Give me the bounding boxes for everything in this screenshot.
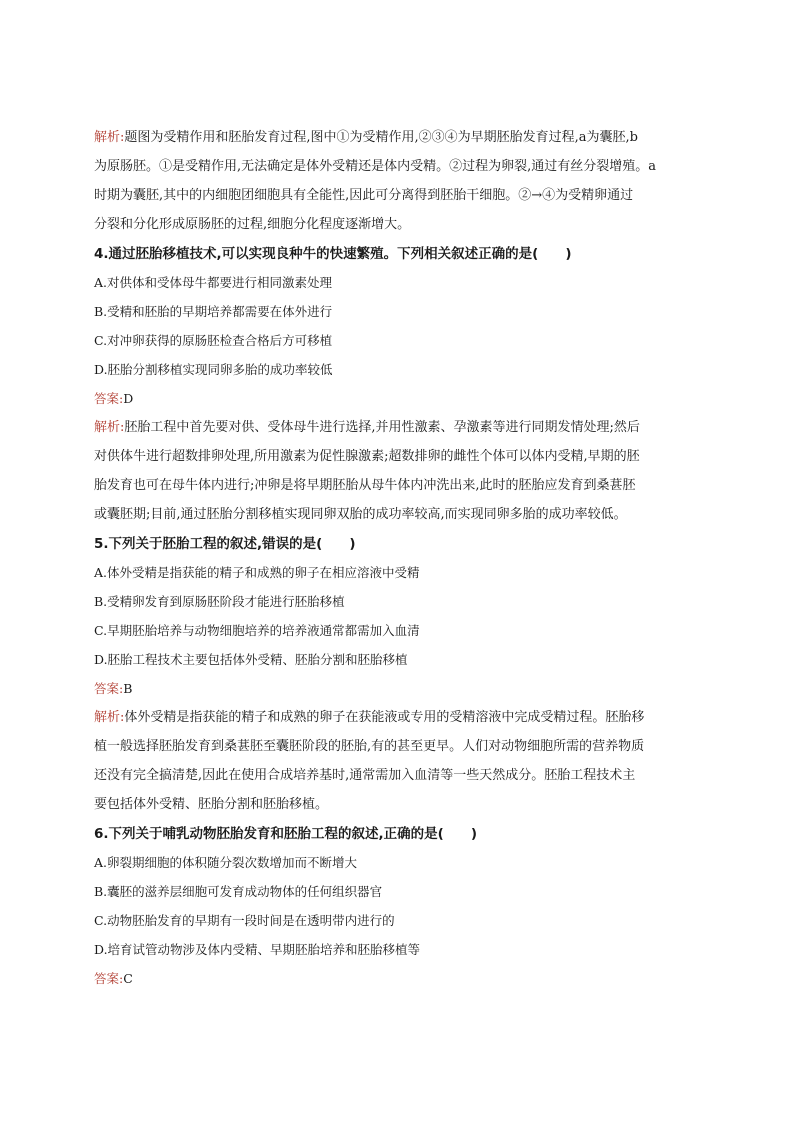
explanation-line: 还没有完全搞清楚,因此在使用合成培养基时,通常需加入血清等一些天然成分。胚胎工程技术主	[94, 768, 636, 783]
question-5-option-a: A.体外受精是指获能的精子和成熟的卵子在相应溶液中受精	[94, 565, 420, 580]
question-6-answer: 答案:C	[94, 971, 133, 986]
explanation-line: 要包括体外受精、胚胎分割和胚胎移植。	[94, 797, 329, 812]
question-6-option-a: A.卵裂期细胞的体积随分裂次数增加而不断增大	[94, 855, 358, 870]
question-5-stem: 5.下列关于胚胎工程的叙述,错误的是( )	[94, 536, 356, 552]
question-4-option-b: B.受精和胚胎的早期培养都需要在体外进行	[94, 304, 333, 319]
explanation-line: 或囊胚期;目前,通过胚胎分割移植实现同卵双胎的成功率较高,而实现同卵多胎的成功率较低。	[94, 507, 627, 522]
question-5-explanation: 解析:体外受精是指获能的精子和成熟的卵子在获能液或专用的受精溶液中完成受精过程。胚胎移	[94, 710, 645, 725]
explanation-line: 时期为囊胚,其中的内细胞团细胞具有全能性,因此可分离得到胚胎干细胞。②→④为受精卵通过	[94, 188, 634, 203]
question-6-option-c: C.动物胚胎发育的早期有一段时间是在透明带内进行的	[94, 913, 395, 928]
question-6-option-b: B.囊胚的滋养层细胞可发育成动物体的任何组织器官	[94, 884, 383, 899]
question-4-answer: 答案:D	[94, 391, 134, 406]
explanation-line: 分裂和分化形成原肠胚的过程,细胞分化程度逐渐增大。	[94, 217, 411, 232]
explanation-label: 解析:	[94, 130, 125, 145]
question-6-stem: 6.下列关于哺乳动物胚胎发育和胚胎工程的叙述,正确的是( )	[94, 826, 477, 842]
question-6-option-d: D.培育试管动物涉及体内受精、早期胚胎培养和胚胎移植等	[94, 942, 421, 957]
question-5-option-b: B.受精卵发育到原肠胚阶段才能进行胚胎移植	[94, 594, 345, 609]
question-4-stem: 4.通过胚胎移植技术,可以实现良种牛的快速繁殖。下列相关叙述正确的是( )	[94, 246, 572, 262]
question-5-option-d: D.胚胎工程技术主要包括体外受精、胚胎分割和胚胎移植	[94, 652, 408, 667]
question-4-option-c: C.对冲卵获得的原肠胚检查合格后方可移植	[94, 333, 333, 348]
explanation-line: 植一般选择胚胎发育到桑葚胚至囊胚阶段的胚胎,有的甚至更早。人们对动物细胞所需的营养物质	[94, 739, 645, 754]
question-5-option-c: C.早期胚胎培养与动物细胞培养的培养液通常都需加入血清	[94, 623, 420, 638]
question-4-option-d: D.胚胎分割移植实现同卵多胎的成功率较低	[94, 362, 333, 377]
explanation-line: 解析:题图为受精作用和胚胎发育过程,图中①为受精作用,②③④为早期胚胎发育过程,a为囊胚,b	[94, 130, 638, 145]
explanation-line: 胎发育也可在母牛体内进行;冲卵是将早期胚胎从母牛体内冲洗出来,此时的胚胎应发育到桑葚胚	[94, 478, 636, 493]
question-4-option-a: A.对供体和受体母牛都要进行相同激素处理	[94, 275, 333, 290]
explanation-line: 对供体牛进行超数排卵处理,所用激素为促性腺激素;超数排卵的雌性个体可以体内受精,早期的胚	[94, 449, 640, 464]
explanation-line: 为原肠胚。①是受精作用,无法确定是体外受精还是体内受精。②过程为卵裂,通过有丝分裂增殖。a	[94, 159, 657, 174]
question-5-answer: 答案:B	[94, 681, 133, 696]
question-4-explanation: 解析:胚胎工程中首先要对供、受体母牛进行选择,并用性激素、孕激素等进行同期发情处理;然后	[94, 420, 640, 435]
